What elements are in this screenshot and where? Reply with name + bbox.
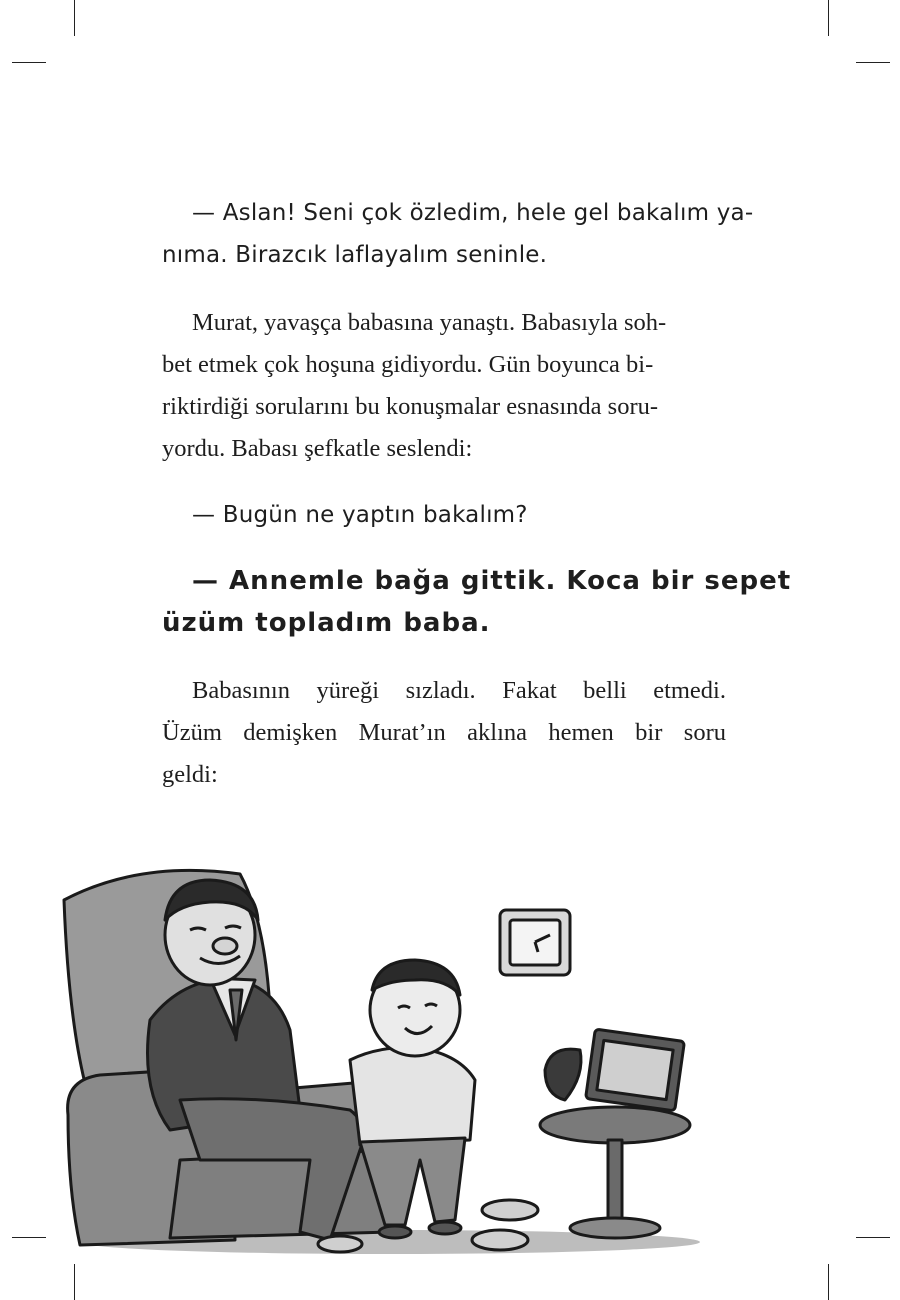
text-line: bet etmek çok hoşuna gidiyordu. Gün boyunca bi- [162,351,654,378]
dialogue-father [162,192,754,276]
dialogue-child [162,560,792,644]
crop-mark [828,1264,829,1300]
text-line: üzüm topladım baba. [162,608,491,638]
text-line: — Bugün ne yaptın bakalım? [192,502,528,528]
text-line: — Aslan! Seni çok özledim, hele gel bakalım ya- [192,200,754,226]
text-line: riktirdiği sorularını bu konuşmalar esnasında soru- [162,393,659,420]
crop-mark [74,1264,75,1300]
crop-mark [12,1237,46,1238]
text-line: — Annemle bağa gittik. Koca bir sepet [192,566,792,596]
text-line: Üzüm demişken Murat’ın aklına hemen bir soru [162,719,726,746]
text-line: yordu. Babası şefkatle seslendi: [162,435,473,462]
slippers [472,1200,538,1250]
side-table [540,1029,690,1238]
crop-mark [856,62,890,63]
crop-mark [856,1237,890,1238]
text-line: geldi: [162,761,218,788]
text-line: Babasının yüreği sızladı. Fakat belli etmedi. [192,677,726,704]
text-line: Murat, yavaşça babasına yanaştı. Babasıyla soh- [192,309,667,336]
narration-paragraph [162,670,726,796]
dialogue-father-question [162,494,726,536]
wall-clock [500,910,570,975]
text-line: nıma. Birazcık laflayalım seninle. [162,242,548,268]
crop-mark [12,62,46,63]
narration-paragraph [162,302,726,470]
illustration-father-and-son [60,860,720,1255]
crop-mark [74,0,75,36]
crop-mark [828,0,829,36]
